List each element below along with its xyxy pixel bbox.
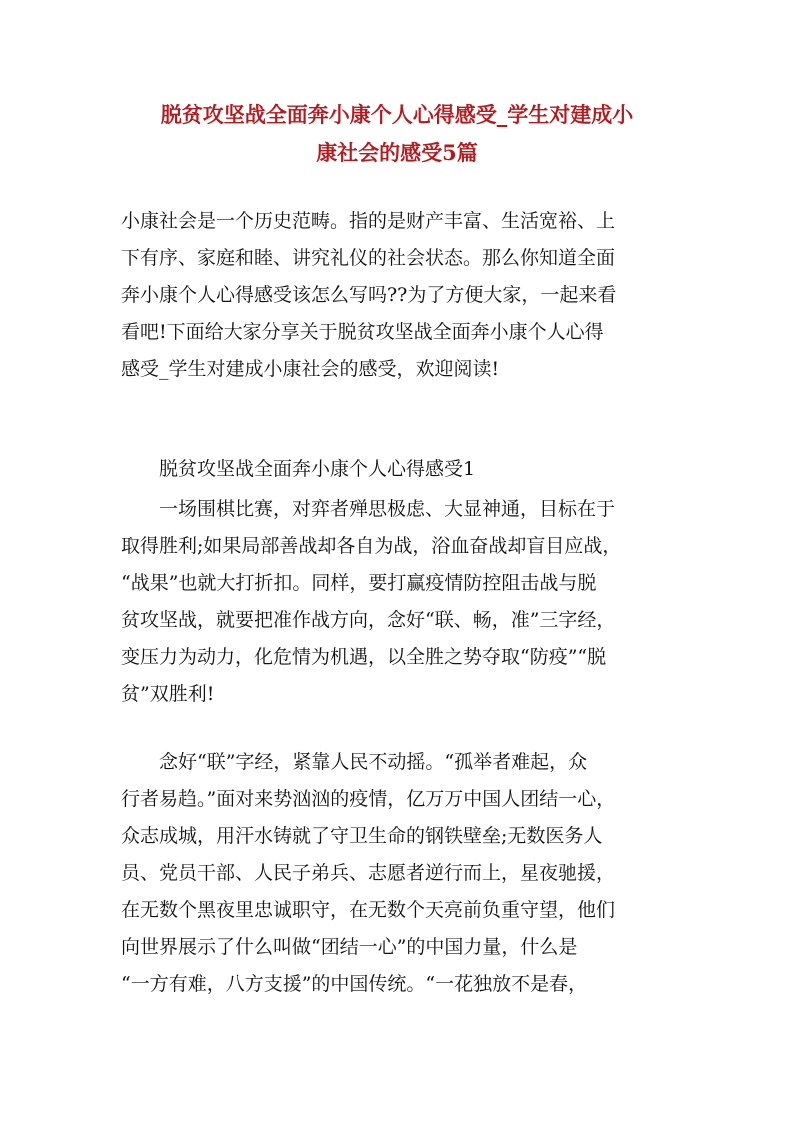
text-line: 奔小康个人心得感受该怎么写吗??为了方便大家，一起来看 <box>121 284 617 306</box>
text-line: 贫攻坚战，就要把准作战方向，念好“联、畅，准”三字经， <box>121 609 616 631</box>
text-line: 念好“联”字经，紧靠人民不动摇。“孤举者难起，众 <box>159 751 588 773</box>
text-line: “战果”也就大打折扣。同样，要打赢疫情防控阻击战与脱 <box>121 572 597 594</box>
text-line: 感受_学生对建成小康社会的感受，欢迎阅读! <box>121 358 500 380</box>
text-line: 在无数个黑夜里忠诚职守，在无数个天亮前负重守望，他们 <box>121 899 616 921</box>
document-title <box>100 96 694 172</box>
text-line: 取得胜利;如果局部善战却各自为战，浴血奋战却盲目应战， <box>121 535 622 557</box>
text-line: 小康社会是一个历史范畴。指的是财产丰富、生活宽裕、上 <box>121 210 616 232</box>
text-line: 变压力为动力，化危情为机遇，以全胜之势夺取“防疫”“脱 <box>121 646 607 668</box>
text-line: 一场围棋比赛，对弈者殚思极虑、大显神通，目标在于 <box>159 498 616 520</box>
text-line: 众志成城，用汗水铸就了守卫生命的钢铁壁垒;无数医务人 <box>121 825 603 847</box>
text-line: “一方有难，八方支援”的中国传统。“一花独放不是春， <box>121 973 588 995</box>
paragraph-1 <box>121 491 681 713</box>
section-heading <box>121 451 681 488</box>
intro-paragraph <box>121 203 681 388</box>
text-line: 贫”双胜利! <box>121 683 215 705</box>
text-line: 向世界展示了什么叫做“团结一心”的中国力量，什么是 <box>121 936 578 958</box>
text-line: 下有序、家庭和睦、讲究礼仪的社会状态。那么你知道全面 <box>121 247 616 269</box>
text-line: 员、党员干部、人民子弟兵、志愿者逆行而上，星夜驰援， <box>121 862 616 884</box>
text-line: 看吧!下面给大家分享关于脱贫攻坚战全面奔小康个人心得 <box>121 321 604 343</box>
section-heading-text: 脱贫攻坚战全面奔小康个人心得感受1 <box>159 458 476 480</box>
text-line: 行者易趋。”面对来势汹汹的疫情，亿万万中国人团结一心， <box>121 788 616 810</box>
paragraph-2 <box>121 744 681 1003</box>
title-line: 脱贫攻坚战全面奔小康个人心得感受_学生对建成小 <box>160 102 634 127</box>
title-line: 康社会的感受5篇 <box>316 140 478 165</box>
